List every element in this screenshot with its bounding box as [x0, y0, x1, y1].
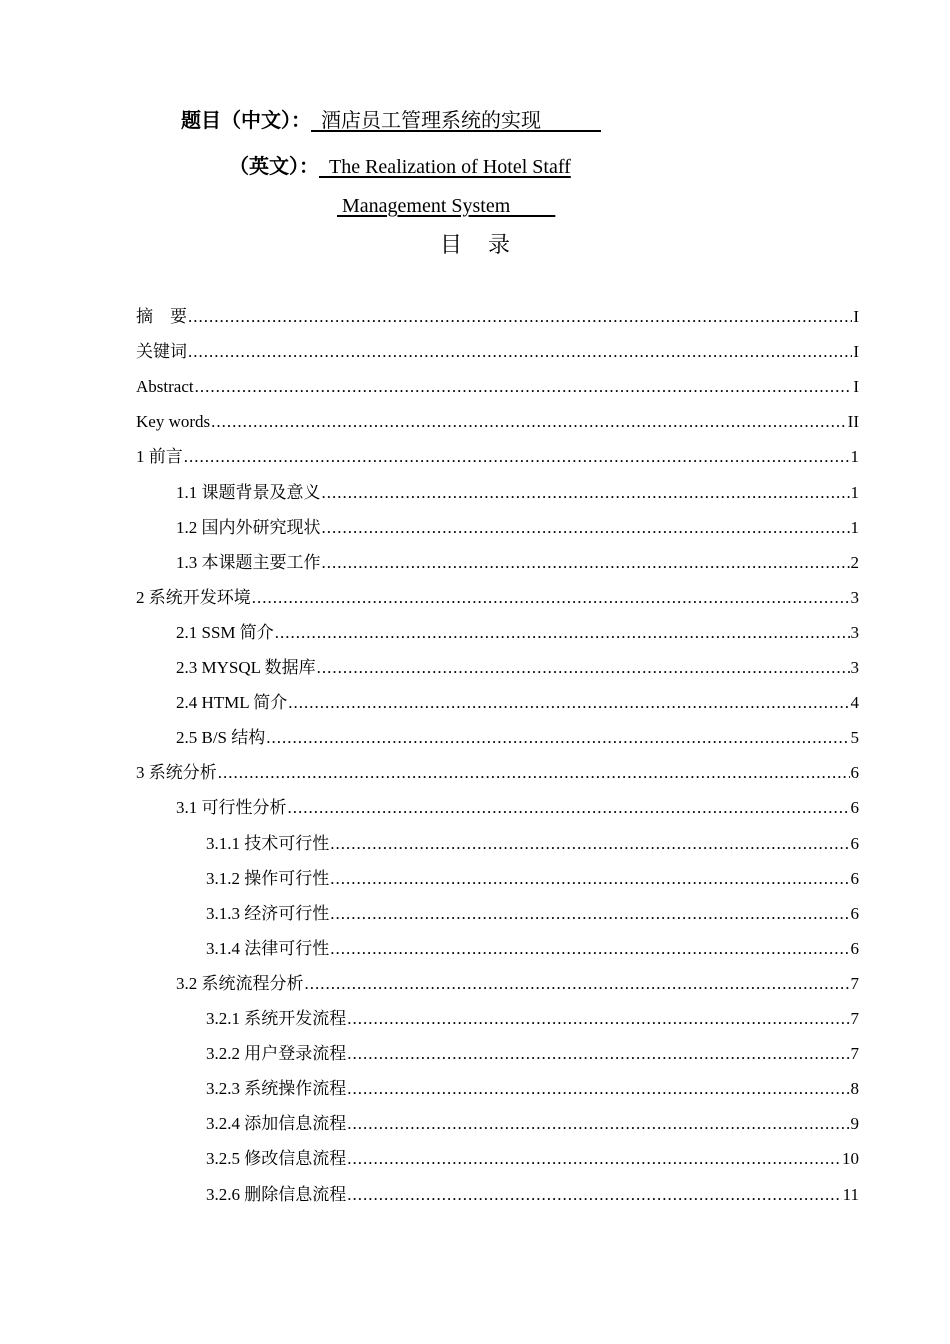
toc-entry-title: 3.2.2 用户登录流程 — [206, 1044, 347, 1064]
toc-entry-page-number: 6 — [850, 868, 859, 888]
toc-entry-title: 1 前言 — [136, 447, 183, 467]
toc-leader-dots — [211, 410, 847, 434]
toc-entry-title: 3.2.1 系统开发流程 — [206, 1009, 347, 1028]
toc-entry-title: 3.1.1 技术可行性 — [206, 833, 330, 853]
toc-entry-page-number: 9 — [850, 1114, 859, 1134]
title-chinese-row — [181, 104, 601, 133]
toc-entry[interactable] — [136, 516, 859, 540]
toc-leader-dots — [347, 1147, 841, 1171]
toc-leader-dots — [330, 902, 849, 926]
toc-leader-dots — [317, 656, 850, 680]
toc-entry-title: 3.2.6 删除信息流程 — [206, 1184, 347, 1204]
toc-entry-title: Abstract — [136, 377, 194, 397]
toc-entry-page-number: 8 — [850, 1079, 859, 1099]
toc-entry[interactable] — [136, 586, 859, 610]
toc-entry[interactable] — [136, 726, 859, 750]
toc-entry-title: 1.1 课题背景及意义 — [176, 482, 321, 502]
toc-entry-page-number: 3 — [850, 622, 859, 642]
toc-entry-title: 2.3 MYSQL 数据库 — [176, 658, 316, 677]
toc-entry[interactable] — [136, 796, 859, 820]
toc-entry-title: 3 系统分析 — [136, 763, 217, 783]
toc-leader-dots — [275, 621, 850, 645]
toc-entry-title: 3.2 系统流程分析 — [176, 973, 304, 993]
toc-leader-dots — [184, 445, 850, 469]
toc-entry[interactable] — [136, 410, 859, 434]
toc-leader-dots — [288, 796, 850, 820]
toc-entry-page-number: 4 — [850, 693, 859, 713]
toc-entry-page-number: 2 — [850, 552, 859, 572]
toc-leader-dots — [252, 586, 850, 610]
toc-leader-dots — [347, 1077, 849, 1101]
toc-entry-page-number: 7 — [850, 1044, 859, 1064]
toc-entry[interactable] — [136, 832, 859, 856]
toc-entry-page-number: 6 — [850, 938, 859, 958]
title-english-row — [229, 150, 571, 179]
toc-leader-dots — [347, 1042, 849, 1066]
toc-entry-page-number: 6 — [850, 833, 859, 853]
toc-entry[interactable] — [136, 340, 859, 364]
toc-entry[interactable] — [136, 937, 859, 961]
toc-leader-dots — [266, 726, 849, 750]
toc-entry[interactable] — [136, 305, 859, 329]
toc-entry-page-number: 7 — [850, 1009, 859, 1028]
toc-entry-title: Key words — [136, 412, 211, 432]
toc-leader-dots — [322, 481, 850, 505]
toc-entry-page-number: II — [847, 412, 859, 432]
title-english-value-line1: The Realization of Hotel Staff — [319, 156, 571, 178]
toc-entry[interactable] — [136, 1042, 859, 1066]
title-chinese-value: 酒店员工管理系统的实现 — [311, 110, 601, 132]
toc-leader-dots — [330, 867, 849, 891]
toc-leader-dots — [347, 1183, 841, 1207]
toc-entry[interactable] — [136, 972, 859, 996]
toc-entry[interactable] — [136, 481, 859, 505]
toc-entry[interactable] — [136, 902, 859, 926]
toc-leader-dots — [347, 1112, 849, 1136]
toc-entry-page-number: 6 — [850, 763, 859, 783]
toc-entry-page-number: 3 — [850, 658, 859, 677]
toc-entry[interactable] — [136, 1147, 859, 1171]
title-chinese-label: 题目（中文）： — [181, 110, 311, 132]
toc-entry-title: 2.1 SSM 简介 — [176, 622, 274, 642]
toc-entry[interactable] — [136, 867, 859, 891]
toc-entry-page-number: 3 — [850, 587, 859, 607]
toc-entry[interactable] — [136, 551, 859, 575]
toc-entry-title: 2 系统开发环境 — [136, 587, 251, 607]
toc-leader-dots — [347, 1007, 849, 1031]
toc-entry-title: 1.2 国内外研究现状 — [176, 517, 321, 537]
toc-entry-page-number: 5 — [850, 728, 859, 748]
toc-entry-title: 1.3 本课题主要工作 — [176, 552, 321, 572]
toc-leader-dots — [330, 937, 849, 961]
toc-entry-title: 3.2.4 添加信息流程 — [206, 1114, 347, 1134]
toc-entry[interactable] — [136, 761, 859, 785]
title-english-row-2 — [337, 195, 555, 218]
toc-entry-title: 2.5 B/S 结构 — [176, 728, 266, 748]
toc-entry-page-number: I — [853, 307, 859, 326]
toc-entry-page-number: 1 — [850, 482, 859, 502]
toc-entry-page-number: 1 — [850, 517, 859, 537]
toc-entry-title: 3.1.4 法律可行性 — [206, 938, 330, 958]
toc-entry-title: 关键词 — [136, 342, 187, 362]
toc-entry-title: 2.4 HTML 简介 — [176, 693, 288, 713]
toc-entry[interactable] — [136, 691, 859, 715]
toc-leader-dots — [188, 340, 852, 364]
toc-entry-page-number: 6 — [850, 903, 859, 923]
toc-leader-dots — [330, 832, 849, 856]
title-english-label: （英文）： — [229, 156, 319, 178]
toc-heading: 目录 — [439, 232, 536, 257]
toc-entry-title: 3.1.3 经济可行性 — [206, 903, 330, 923]
toc-entry-page-number: I — [853, 377, 859, 397]
title-english-value-line2: Management System — [337, 195, 556, 217]
toc-entry[interactable] — [136, 1007, 859, 1031]
toc-entry-page-number: 11 — [842, 1184, 859, 1204]
toc-entry[interactable] — [136, 656, 859, 680]
toc-leader-dots — [305, 972, 850, 996]
toc-leader-dots — [288, 691, 849, 715]
toc-entry[interactable] — [136, 445, 859, 469]
toc-entry-page-number: I — [853, 342, 859, 362]
toc-entry-title: 3.1 可行性分析 — [176, 798, 287, 818]
toc-entry[interactable] — [136, 621, 859, 645]
toc-leader-dots — [188, 305, 852, 329]
toc-entry-title: 3.2.5 修改信息流程 — [206, 1149, 347, 1169]
toc-leader-dots — [195, 375, 853, 399]
toc-entry-page-number: 10 — [842, 1149, 859, 1169]
toc-entry-title: 摘 要 — [136, 307, 187, 326]
toc-entry-page-number: 1 — [850, 447, 859, 467]
toc-entry[interactable] — [136, 375, 859, 399]
toc-entry-page-number: 6 — [850, 798, 859, 818]
toc-leader-dots — [322, 551, 850, 575]
toc-leader-dots — [218, 761, 850, 785]
toc-leader-dots — [322, 516, 850, 540]
toc-entry-title: 3.2.3 系统操作流程 — [206, 1079, 347, 1099]
toc-entry[interactable] — [136, 1112, 859, 1136]
toc-entry[interactable] — [136, 1077, 859, 1101]
toc-entry[interactable] — [136, 1183, 859, 1207]
toc-entry-title: 3.1.2 操作可行性 — [206, 868, 330, 888]
toc-entry-page-number: 7 — [850, 973, 859, 993]
